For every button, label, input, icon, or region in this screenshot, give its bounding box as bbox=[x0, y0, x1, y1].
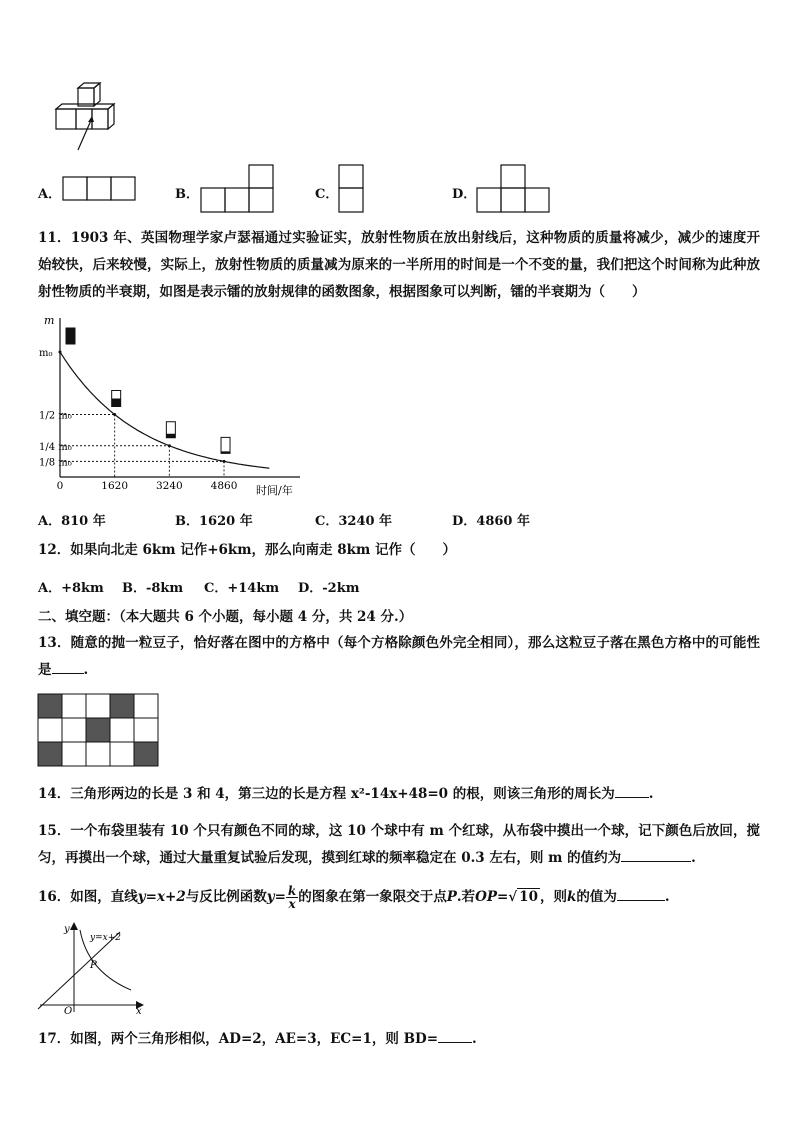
radium-sample-fill bbox=[166, 434, 175, 438]
decay-curve bbox=[60, 352, 269, 468]
q16-mid5: 的值为 bbox=[576, 889, 617, 905]
radium-sample-fill bbox=[221, 451, 230, 453]
q14-text bbox=[38, 781, 760, 808]
grid-cell-white bbox=[134, 718, 158, 742]
y-tick-label: 1/8 m₀ bbox=[39, 457, 72, 469]
q16-end: . bbox=[664, 889, 670, 905]
grid-cell-white bbox=[62, 742, 86, 766]
grid-cell-white bbox=[110, 742, 134, 766]
graph-x-label: x bbox=[136, 1006, 142, 1015]
x-tick-label: 3240 bbox=[155, 480, 183, 492]
graph-line-label: y=x+2 bbox=[90, 933, 121, 943]
sqrt-symbol: √ bbox=[508, 889, 518, 905]
q17-end: . bbox=[472, 1031, 477, 1047]
graph-origin-label: O bbox=[64, 1006, 73, 1015]
q15-text bbox=[38, 818, 760, 872]
q11-text: 11．1903 年、英国物理学家卢瑟福通过实验证实，放射性物质在放出射线后，这种物质的质量将减少，减少的速度开始较快，后来较慢，实际上，放射性物质的质量减为原来的一半所用的时间是一个不变的量，我们把这个时间称为此种放射性物质的半衰期，如图是表示镭的放射规律的函数图象，根据图象可以判断，镭的半衰期为（ ） bbox=[38, 230, 760, 300]
grid-cell-white bbox=[62, 718, 86, 742]
q11-option-d: D．4860 年 bbox=[452, 514, 530, 529]
q13-answer-blank[interactable] bbox=[52, 659, 84, 674]
q15-question: 15．一个布袋里装有 10 个只有颜色不同的球，这 10 个球中有 m 个红球，从布袋中摸出一个球，记下颜色后放回，搅匀，再摸出一个球，通过大量重复试验后发现，摸到红球的频率稳定在 0.3 左右，则 m 的值约为 bbox=[38, 823, 760, 866]
x-tick-label: 0 bbox=[56, 480, 64, 492]
q16-fraction bbox=[286, 885, 298, 910]
q17-answer-blank[interactable] bbox=[438, 1028, 472, 1043]
radium-sample-fill bbox=[66, 328, 75, 344]
grid-cell-white bbox=[62, 694, 86, 718]
q13-question: 13．随意的抛一粒豆子，恰好落在图中的方格中（每个方格除颜色外完全相同），那么这粒豆子落在黑色方格中的可能性是 bbox=[38, 635, 760, 678]
q13-grid-figure bbox=[37, 693, 159, 767]
q16-answer-blank[interactable] bbox=[617, 886, 665, 901]
x-axis-label: 时间/年 bbox=[256, 484, 293, 497]
q10-option-d-figure bbox=[476, 164, 554, 214]
x-tick-label: 1620 bbox=[101, 480, 129, 492]
q16-mid4: ，则 bbox=[539, 889, 567, 905]
grid-cell-black bbox=[38, 694, 62, 718]
graph-point-p-label: P bbox=[90, 960, 97, 971]
q15-answer-blank[interactable] bbox=[621, 847, 691, 862]
q12-option-c: C．+14km bbox=[204, 581, 280, 596]
radium-decay-chart bbox=[36, 312, 306, 502]
q12-option-b: B．-8km bbox=[122, 581, 184, 596]
q16-mid3: .若 bbox=[456, 889, 476, 905]
q16-mid2: 的图象在第一象限交于点 bbox=[298, 889, 447, 905]
q15-end: . bbox=[691, 850, 696, 866]
q17-question: 17．如图，两个三角形相似，AD=2，AE=3，EC=1，则 BD= bbox=[38, 1031, 439, 1047]
grid-cell-white bbox=[110, 718, 134, 742]
data-point bbox=[59, 351, 62, 354]
q17-text bbox=[38, 1026, 760, 1053]
q16-mid: 与反比例函数 bbox=[185, 889, 267, 905]
grid-cell-black bbox=[110, 694, 134, 718]
x-tick-label: 4860 bbox=[210, 480, 238, 492]
data-point bbox=[223, 460, 226, 463]
radium-sample-fill bbox=[112, 399, 121, 407]
grid-cell-black bbox=[38, 742, 62, 766]
q14-answer-blank[interactable] bbox=[615, 783, 649, 798]
data-point bbox=[113, 413, 116, 416]
grid-cell-white bbox=[134, 694, 158, 718]
q16-kvar: k bbox=[566, 889, 577, 905]
y-axis-label: m bbox=[44, 314, 55, 327]
q11-option-b: B．1620 年 bbox=[175, 514, 253, 529]
grid-cell-black bbox=[86, 718, 110, 742]
q10-option-b-figure bbox=[200, 164, 276, 214]
y-tick-label: 1/4 m₀ bbox=[39, 441, 72, 453]
q14-end: . bbox=[648, 786, 654, 802]
section-2-heading: 二、填空题：（本大题共 6 个小题，每小题 4 分，共 24 分.） bbox=[38, 609, 413, 625]
data-point bbox=[168, 444, 171, 447]
q10-option-c-figure bbox=[338, 164, 366, 214]
q16-pre: 16．如图，直线 bbox=[38, 889, 138, 905]
q10-option-a-figure bbox=[62, 176, 138, 202]
y-tick-label: m₀ bbox=[39, 348, 53, 359]
grid-cell-black bbox=[134, 742, 158, 766]
q12-text: 12．如果向北走 6km 记作+6km，那么向南走 8km 记作（ ） bbox=[38, 542, 456, 558]
q10-cube-figure bbox=[48, 82, 128, 154]
q10-option-b-label: B． bbox=[175, 187, 199, 202]
y-tick-label: 1/2 m₀ bbox=[39, 410, 72, 422]
q16-text bbox=[38, 880, 760, 914]
q10-option-c-label: C． bbox=[315, 187, 339, 202]
q16-frac-den: x bbox=[288, 897, 296, 911]
graph-y-label: y bbox=[64, 924, 70, 935]
q16-sqrt-value: 10 bbox=[519, 889, 538, 905]
q11-option-a: A．810 年 bbox=[38, 514, 106, 529]
grid-cell-white bbox=[86, 694, 110, 718]
q16-graph-figure bbox=[36, 920, 146, 1015]
q12-option-a: A．+8km bbox=[38, 581, 104, 596]
q16-frac-num: k bbox=[287, 884, 297, 898]
q11-option-c: C．3240 年 bbox=[315, 514, 393, 529]
grid-cell-white bbox=[38, 718, 62, 742]
grid-cell-white bbox=[86, 742, 110, 766]
q12-option-d: D．-2km bbox=[298, 581, 360, 596]
q16-point: P bbox=[446, 889, 457, 905]
q13-text bbox=[38, 630, 760, 684]
q10-option-d-label: D． bbox=[452, 187, 477, 202]
q14-question: 14．三角形两边的长是 3 和 4，第三边的长是方程 x²-14x+48=0 的根，则该三角形的周长为 bbox=[38, 786, 615, 802]
line-y-x-plus-2 bbox=[38, 932, 120, 1009]
q16-op: OP= bbox=[475, 889, 509, 905]
q16-y-eq: y= bbox=[266, 889, 286, 905]
q13-end: . bbox=[83, 662, 89, 678]
q16-line-eq: y=x+2 bbox=[137, 889, 186, 905]
radium-sample-box bbox=[221, 437, 230, 453]
q10-option-a-label: A． bbox=[38, 187, 62, 202]
